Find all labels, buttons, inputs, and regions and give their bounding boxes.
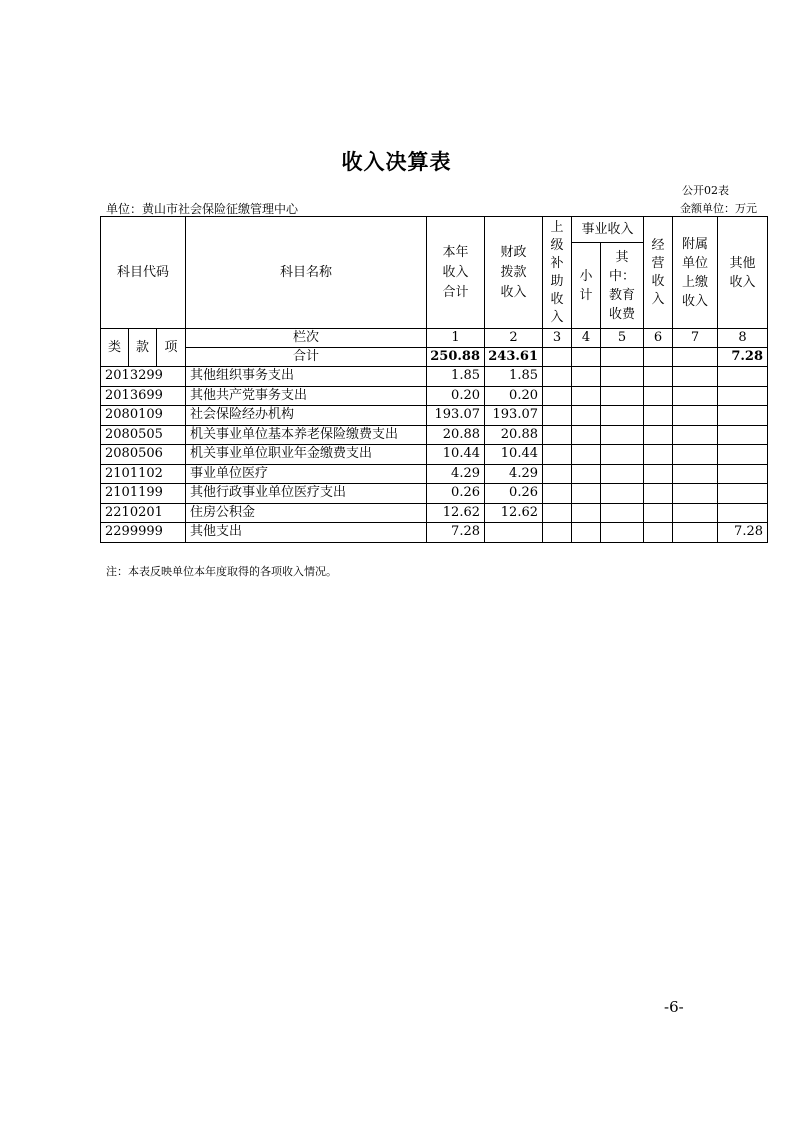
header-kuan: 款 [129, 329, 157, 367]
header-subtotal: 小计 [572, 243, 601, 329]
row-name: 其他支出 [186, 523, 427, 543]
col-index-8: 8 [718, 329, 768, 348]
header-affiliated: 附属单位上缴收入 [673, 217, 718, 329]
total-row-fiscal: 243.61 [485, 348, 543, 367]
row-fiscal: 1.85 [485, 367, 543, 387]
row-total: 20.88 [427, 425, 485, 445]
row-other [718, 445, 768, 465]
row-name: 其他组织事务支出 [186, 367, 427, 387]
row-other [718, 464, 768, 484]
row-name: 社会保险经办机构 [186, 406, 427, 426]
row-name: 机关事业单位职业年金缴费支出 [186, 445, 427, 465]
row-other [718, 367, 768, 387]
col-index-5: 5 [601, 329, 644, 348]
header-total: 本年收入合计 [427, 217, 485, 329]
table-row [101, 367, 768, 387]
row-code: 2101199 [101, 484, 186, 504]
col-index-1: 1 [427, 329, 485, 348]
page-number: -6- [664, 998, 684, 1016]
header-code: 科目代码 [101, 217, 186, 329]
row-other: 7.28 [718, 523, 768, 543]
row-total: 12.62 [427, 503, 485, 523]
unit-label: 单位：黄山市社会保险征缴管理中心 [106, 202, 299, 216]
row-code: 2080506 [101, 445, 186, 465]
table-row [101, 425, 768, 445]
total-row-total: 250.88 [427, 348, 485, 367]
money-unit-label: 金额单位：万元 [680, 202, 757, 215]
row-name: 住房公积金 [186, 503, 427, 523]
form-number: 公开02表 [682, 184, 729, 197]
col-index-3: 3 [543, 329, 572, 348]
table-row [101, 464, 768, 484]
table-row [101, 386, 768, 406]
header-fiscal: 财政拨款收入 [485, 217, 543, 329]
row-fiscal: 12.62 [485, 503, 543, 523]
row-total: 4.29 [427, 464, 485, 484]
header-education: 其中：教育收费 [601, 243, 644, 329]
header-lei: 类 [101, 329, 129, 367]
row-fiscal: 10.44 [485, 445, 543, 465]
table-row [101, 523, 768, 543]
table-row [101, 484, 768, 504]
row-name: 事业单位医疗 [186, 464, 427, 484]
page-title: 收入决算表 [341, 149, 452, 174]
header-xiang: 项 [157, 329, 186, 367]
row-total: 10.44 [427, 445, 485, 465]
col-index-7: 7 [673, 329, 718, 348]
header-business: 事业收入 [572, 217, 644, 243]
table-row [101, 445, 768, 465]
total-row-label: 合计 [186, 348, 427, 367]
row-code: 2080505 [101, 425, 186, 445]
col-index-6: 6 [644, 329, 673, 348]
row-fiscal [485, 523, 543, 543]
table-row [101, 503, 768, 523]
row-total: 1.85 [427, 367, 485, 387]
header-name: 科目名称 [186, 217, 427, 329]
row-fiscal: 193.07 [485, 406, 543, 426]
total-row-other: 7.28 [718, 348, 768, 367]
table-note: 注：本表反映单位本年度取得的各项收入情况。 [106, 565, 337, 578]
row-other [718, 503, 768, 523]
row-code: 2210201 [101, 503, 186, 523]
row-total: 0.20 [427, 386, 485, 406]
row-other [718, 386, 768, 406]
col-index-4: 4 [572, 329, 601, 348]
row-name: 其他共产党事务支出 [186, 386, 427, 406]
row-fiscal: 0.26 [485, 484, 543, 504]
row-code: 2013299 [101, 367, 186, 387]
header-upper: 上级补助收入 [543, 217, 572, 329]
income-table [100, 216, 768, 543]
row-code: 2101102 [101, 464, 186, 484]
row-code: 2080109 [101, 406, 186, 426]
col-index-2: 2 [485, 329, 543, 348]
column-index-label: 栏次 [186, 329, 427, 348]
header-other: 其他收入 [718, 217, 768, 329]
row-other [718, 425, 768, 445]
row-code: 2013699 [101, 386, 186, 406]
row-code: 2299999 [101, 523, 186, 543]
row-total: 193.07 [427, 406, 485, 426]
table-row [101, 406, 768, 426]
row-other [718, 406, 768, 426]
header-operating: 经营收入 [644, 217, 673, 329]
row-total: 0.26 [427, 484, 485, 504]
row-other [718, 484, 768, 504]
row-fiscal: 4.29 [485, 464, 543, 484]
row-name: 其他行政事业单位医疗支出 [186, 484, 427, 504]
row-total: 7.28 [427, 523, 485, 543]
row-fiscal: 0.20 [485, 386, 543, 406]
row-name: 机关事业单位基本养老保险缴费支出 [186, 425, 427, 445]
row-fiscal: 20.88 [485, 425, 543, 445]
